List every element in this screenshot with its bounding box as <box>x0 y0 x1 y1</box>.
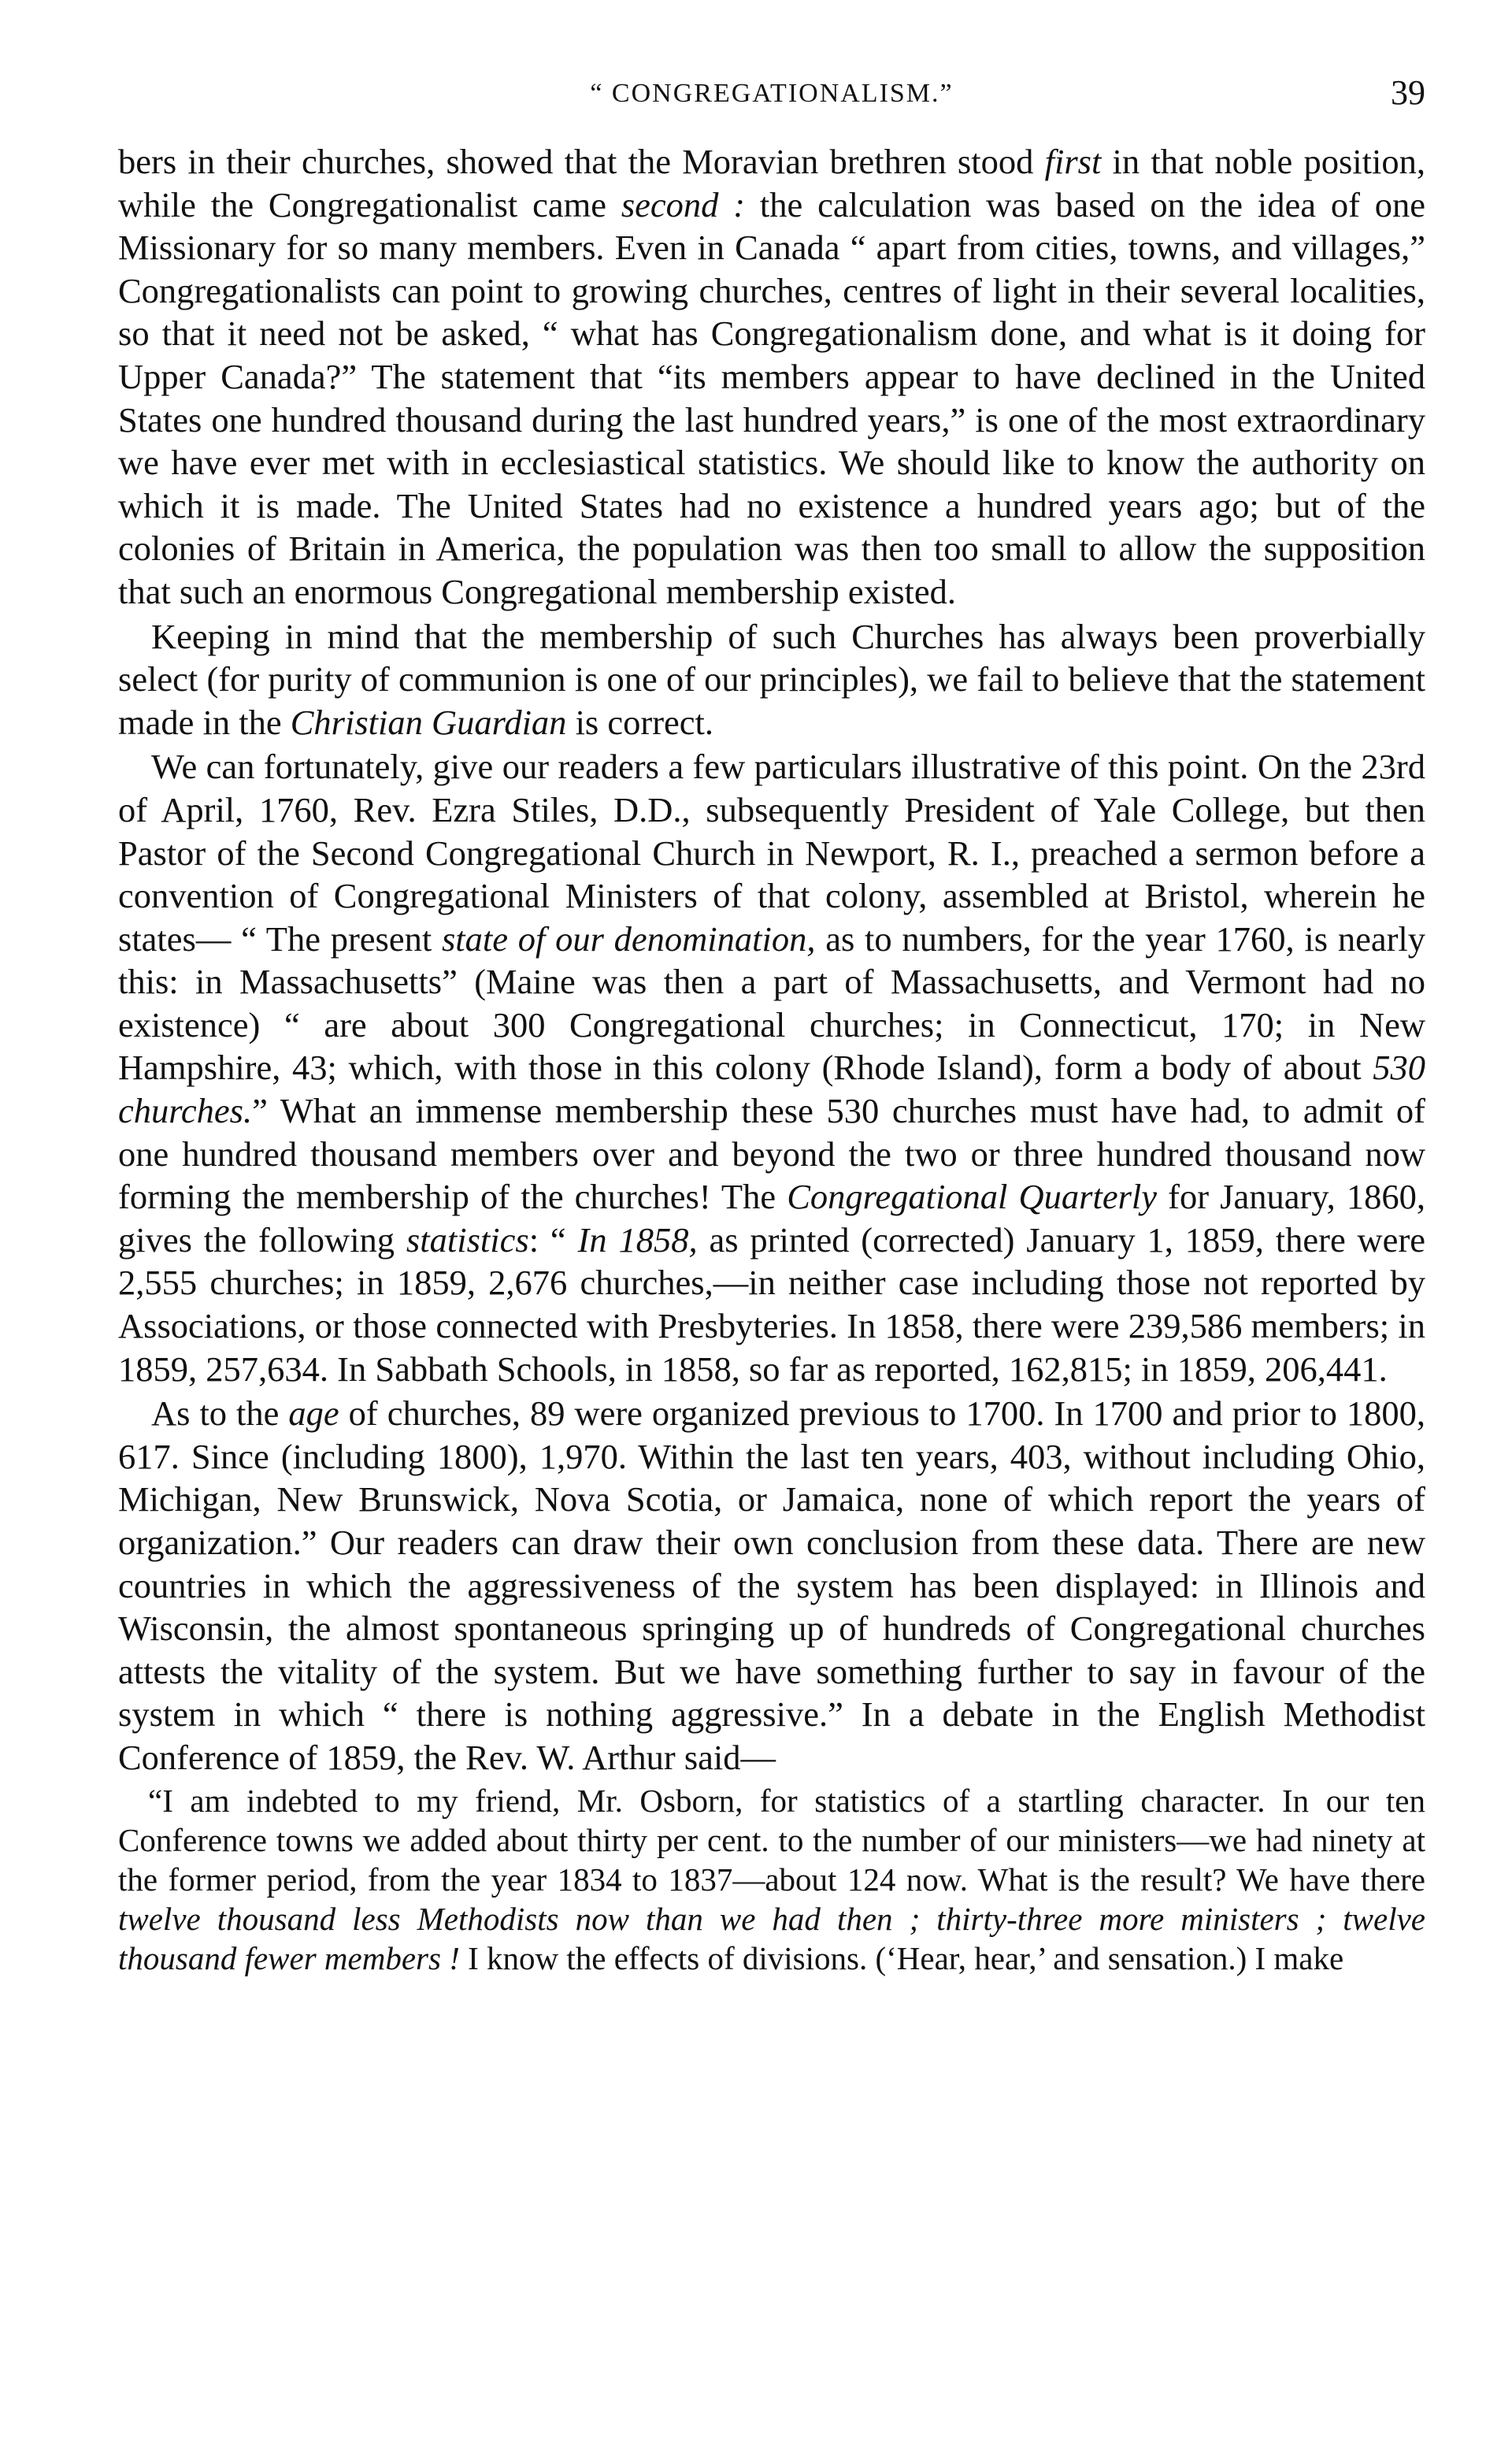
text-run: As to the <box>151 1393 289 1434</box>
text-run: Keeping in mind that the membership of such Churches has always been proverbially select (for purity of communion is one of our principles), we fail to believe that the statement made in the <box>118 616 1425 742</box>
text-run: is correct. <box>566 702 713 742</box>
paragraph-2 <box>118 615 1425 744</box>
text-run-italic: first <box>1044 142 1102 181</box>
text-run-italic: state of our denomination, <box>441 918 816 959</box>
text-run: in that noble position, while the Congregationalist came <box>118 142 1425 224</box>
text-run: “I am indebted to my friend, Mr. Osborn, for statistics of a startling character. In our ten Conference towns we added about thirty per cent. to the number of our ministers—we had ninety at the former period, from the year 1834 to 1837—about 124 now. What is the result? We have there <box>118 1782 1425 1898</box>
text-run-italic: age <box>288 1393 339 1434</box>
text-run-italic: Congregational Quarterly <box>787 1177 1158 1217</box>
paragraph-4 <box>118 1392 1425 1779</box>
page-header <box>118 71 1425 118</box>
text-run-italic: Christian Guardian <box>290 702 567 742</box>
text-run: I know the effects of divisions. (‘Hear, hear,’ and sensation.) I make <box>459 1939 1344 1976</box>
text-run-italic: second : <box>621 184 746 224</box>
text-run: ” What an immense membership these 530 churches must have had, to admit of one hundred thousand members over and beyond the two or three hundred thousand now forming the membership of the churches! The <box>118 1091 1425 1217</box>
text-run: : “ <box>528 1219 578 1260</box>
text-run: the calculation was based on the idea of one Missionary for so many members. Even in Canada “ apart from cities, towns, and villages,” Congregationalists can point to growing churches, centres of light in their several localities, so that it need not be asked, “ what has Congregationalism done, and what is it doing for Upper Canada?” The statement that “its members appear to have declined in the United States one hundred thousand during the last hundred years,” is one of the most extraordinary we have ever met with in ecclesiastical statistics. We should like to know the authority on which it is made. The United States had no existence a hundred years ago; but of the colonies of Britain in America, the population was then too small to allow the supposition that such an enormous Congregational membership existed. <box>118 184 1426 611</box>
text-run-italic: twelve thousand less Methodists now than we had then ; thirty-three more ministers ; twelve thousand fewer members ! <box>118 1900 1425 1976</box>
text-run: of churches, 89 were organized previous to 1700. In 1700 and prior to 1800, 617. Since (including 1800), 1,970. Within the last ten years, 403, without including Ohio, Michigan, New Brunswick, Nova Scotia, or Jamaica, none of which report the years of organization.” Our readers can draw their own conclusion from these data. There are new countries in which the aggressiveness of the system has been displayed: in Illinois and Wisconsin, the almost spontaneous springing up of hundreds of Congregational churches attests the vitality of the system. But we have something further to say in favour of the system in which “ there is nothing aggressive.” In a debate in the English Methodist Conference of 1859, the Rev. W. Arthur said— <box>118 1393 1425 1777</box>
text-run: bers in their churches, showed that the Moravian brethren stood <box>118 142 1045 181</box>
text-run-italic: statistics <box>406 1219 529 1260</box>
block-quote <box>118 1781 1425 1978</box>
text-run-italic: In 1858, <box>577 1219 698 1260</box>
paragraph-1 <box>118 140 1425 614</box>
text-run-italic: 530 churches. <box>118 1048 1425 1131</box>
text-run: We can fortunately, give our readers a few particulars illustrative of this point. On the 23rd of April, 1760, Rev. Ezra Stiles, D.D., subsequently President of Yale College, but then Pastor of the Second Congregational Church in Newport, R. I., preached a sermon before a convention of Congregational Ministers of that colony, assembled at Bristol, wherein he states— “ The present <box>118 747 1425 959</box>
running-title: “ CONGREGATIONALISM.” <box>590 79 954 108</box>
text-run: for January, 1860, gives the following <box>118 1177 1426 1260</box>
page-number: 39 <box>1391 73 1425 112</box>
book-page <box>118 71 1425 1978</box>
text-run: as printed (corrected) January 1, 1859, there were 2,555 churches; in 1859, 2,676 churches,—in neither case including those not reported by Associations, or those connected with Presbyteries. In 1858, there were 239,586 members; in 1859, 257,634. In Sabbath Schools, in 1858, so far as reported, 162,815; in 1859, 206,441. <box>118 1219 1426 1389</box>
paragraph-3 <box>118 745 1425 1390</box>
text-run: as to numbers, for the year 1760, is nearly this: in Massachusetts” (Maine was then a part of Massachusetts, and Vermont had no existence) “ are about 300 Congregational churches; in Connecticut, 170; in New Hampshire, 43; which, with those in this colony (Rhode Island), form a body of about <box>118 918 1426 1088</box>
